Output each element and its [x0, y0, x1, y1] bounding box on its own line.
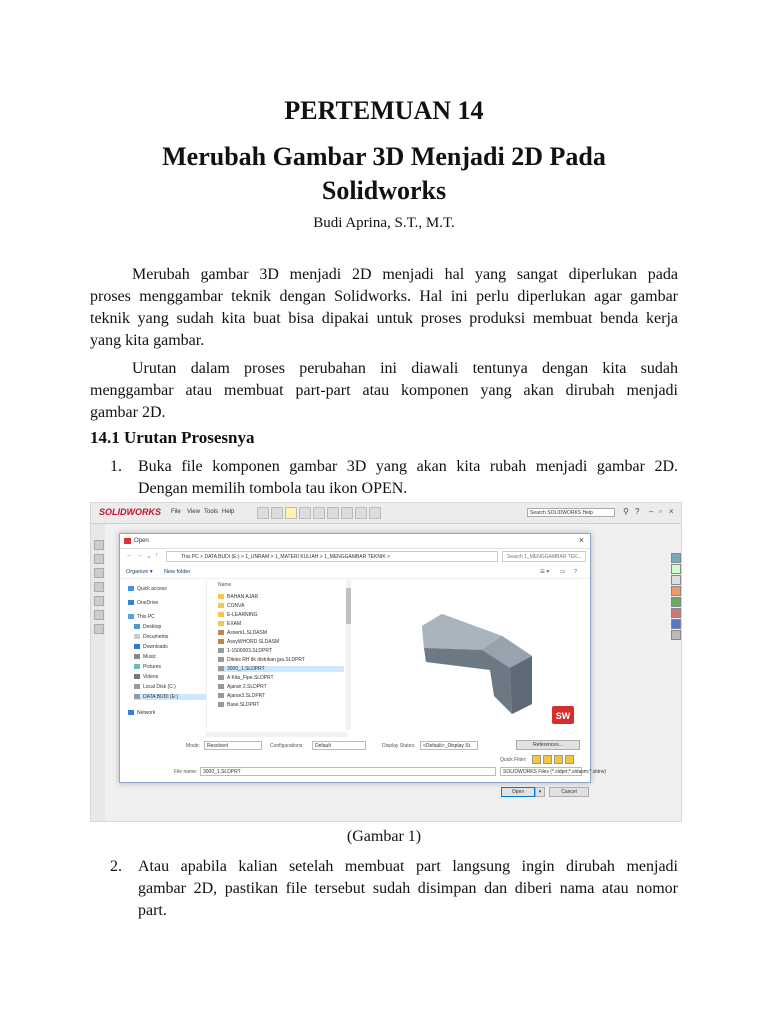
paragraph-2-line: Urutan dalam proses perubahan ini diawali tentunya dengan kita sudah — [132, 360, 678, 377]
navigation-pane — [120, 580, 207, 730]
folder-icon — [218, 603, 224, 608]
display-states-label: Display States: — [382, 743, 416, 749]
list-item[interactable]: BAHAN AJAR — [218, 594, 344, 600]
filter-parts-icon[interactable] — [532, 755, 541, 764]
paragraph-1-line: proses menggambar teknik dengan Solidworks. Hal ini perlu diperlukan agar gambar — [90, 288, 678, 305]
cloud-icon — [128, 600, 134, 605]
panel-icon[interactable] — [94, 568, 104, 578]
list-item[interactable]: AssyWHORD SLDASM — [218, 639, 344, 645]
view-options-icon[interactable]: ☰ ▾ — [540, 569, 550, 575]
nav-local-disk[interactable]: Local Disk (C:) — [134, 684, 176, 690]
list-item[interactable]: Assem1.SLDASM — [218, 630, 344, 636]
minimize-icon[interactable]: – — [649, 507, 654, 516]
page-subtitle — [0, 140, 768, 208]
help-search-input[interactable]: Search SOLIDWORKS Help — [527, 508, 615, 517]
panel-icon[interactable] — [94, 540, 104, 550]
folder-icon — [218, 612, 224, 617]
quick-filter-label: Quick Filter: — [500, 757, 527, 763]
list-item[interactable]: Base.SLDPRT — [218, 702, 344, 708]
3d-part-image — [382, 586, 582, 736]
list-item[interactable]: CONVA — [218, 603, 344, 609]
open-dropdown-icon[interactable]: ▾ — [535, 787, 545, 797]
videos-icon — [134, 674, 140, 679]
panel-icon[interactable] — [94, 554, 104, 564]
forward-icon[interactable]: → — [136, 552, 143, 559]
nav-this-pc[interactable]: This PC — [128, 614, 155, 620]
list-item-line: part. — [138, 902, 167, 919]
column-header-name[interactable]: Name — [218, 582, 232, 588]
solidworks-toolbar — [91, 503, 681, 524]
nav-documents[interactable]: Documents — [134, 634, 168, 640]
undo-icon[interactable] — [327, 507, 339, 519]
list-item[interactable]: Diteks RH tlk distrikan jpa.SLDPRT — [218, 657, 344, 663]
list-item[interactable]: A Kita_Fipe.SLDPRT — [218, 675, 344, 681]
list-item-line: Buka file komponen gambar 3D yang akan kita rubah menjadi gambar 2D. — [138, 458, 678, 475]
task-pane-palette-icon[interactable] — [671, 597, 681, 607]
solidworks-left-bar — [91, 524, 105, 821]
references-button[interactable]: References... — [516, 740, 580, 750]
subtitle-line-2: Solidworks — [321, 176, 447, 205]
folder-icon — [218, 621, 224, 626]
nav-data-drive[interactable]: DATA BUDI (E:) — [134, 694, 206, 700]
list-number: 2. — [110, 858, 122, 875]
nav-pictures[interactable]: Pictures — [134, 664, 161, 670]
nav-videos[interactable]: Videos — [134, 674, 158, 680]
filter-assemblies-icon[interactable] — [543, 755, 552, 764]
task-pane-home-icon[interactable] — [671, 553, 681, 563]
scrollbar-thumb[interactable] — [346, 588, 351, 624]
paragraph-1-line: teknik yang sudah kita buat bisa dipakai untuk proses produksi membuat benda kerja — [90, 310, 678, 327]
file-list — [212, 580, 342, 730]
dialog-help-icon[interactable]: ? — [574, 569, 578, 575]
menu-view[interactable]: View — [187, 509, 200, 515]
subtitle-line-1: Merubah Gambar 3D Menjadi 2D Pada — [162, 142, 606, 171]
paragraph-2-line: menggambar atau membuat part-part atau komponen yang akan dirubah menjadi — [90, 382, 678, 399]
list-item[interactable]: Ajaran3.SLDPRT — [218, 693, 344, 699]
paragraph-1-line: yang kita gambar. — [90, 332, 205, 349]
file-list-scrollbar[interactable] — [346, 580, 351, 730]
quick-filter-buttons — [532, 755, 582, 764]
task-pane-forum-icon[interactable] — [671, 630, 681, 640]
assembly-file-icon — [218, 630, 224, 635]
dialog-title: Open — [134, 538, 149, 544]
pictures-icon — [134, 664, 140, 669]
page-title: PERTEMUAN 14 — [284, 96, 484, 125]
address-bar[interactable]: This PC > DATA BUDI (E:) > 1_UNRAM > 1_MATERI KULIAH > 1_MENGGAMBAR TEKNIK > — [166, 551, 498, 562]
folder-icon — [218, 594, 224, 599]
home-icon[interactable] — [257, 507, 269, 519]
file-type-select[interactable]: SOLIDWORKS Files (*.sldprt;*.sldasm;*.sldrw) — [500, 767, 582, 776]
list-number: 1. — [110, 458, 122, 475]
list-item-line: Atau apabila kalian setelah membuat part langsung ingin dirubah menjadi — [138, 858, 678, 875]
close-icon[interactable]: × — [669, 507, 674, 516]
paragraph-1-line: Merubah gambar 3D menjadi 2D menjadi hal yang sangat diperlukan pada — [132, 266, 678, 283]
star-icon — [128, 586, 134, 591]
list-item[interactable]: E-LEARNING — [218, 612, 344, 618]
task-pane — [669, 553, 681, 653]
menu-file[interactable]: File — [171, 509, 181, 515]
new-folder-button[interactable]: New folder — [164, 569, 191, 575]
open-button[interactable]: Open — [501, 787, 535, 797]
task-pane-explorer-icon[interactable] — [671, 586, 681, 596]
list-item-line: Dengan memilih tombola tau ikon OPEN. — [138, 480, 408, 497]
music-icon — [134, 654, 140, 659]
menu-tools[interactable]: Tools — [204, 509, 219, 515]
print-icon[interactable] — [313, 507, 325, 519]
dialog-title-bar — [120, 534, 590, 549]
documents-icon — [134, 634, 140, 639]
paragraph-1 — [90, 264, 678, 352]
section-heading: 14.1 Urutan Prosesnya — [90, 428, 255, 447]
panel-icon[interactable] — [94, 610, 104, 620]
mode-select[interactable]: Resolved — [204, 741, 262, 750]
computer-icon — [128, 614, 134, 619]
author: Budi Aprina, S.T., M.T. — [313, 215, 455, 231]
user-icon[interactable]: ⚲ — [623, 507, 629, 516]
configurations-select[interactable]: Default — [312, 741, 366, 750]
assembly-file-icon — [218, 639, 224, 644]
select-icon[interactable] — [341, 507, 353, 519]
recent-chevron-icon[interactable]: ⌄ — [146, 553, 152, 560]
paragraph-2 — [90, 358, 678, 424]
menu-help[interactable]: Help — [222, 509, 235, 515]
file-list-hscrollbar[interactable] — [206, 732, 348, 737]
download-icon — [134, 644, 140, 649]
preview-pane-icon[interactable]: ▭ — [560, 569, 566, 575]
nav-network[interactable]: Network — [128, 710, 155, 716]
nav-music[interactable]: Music — [134, 654, 156, 660]
save-icon[interactable] — [299, 507, 311, 519]
back-icon[interactable]: ← — [126, 552, 133, 559]
command-bar — [120, 566, 590, 579]
drive-icon — [134, 694, 140, 699]
dialog-close-icon[interactable]: × — [578, 535, 584, 545]
organize-button[interactable]: Organize ▾ — [126, 569, 153, 575]
task-pane-appearance-icon[interactable] — [671, 608, 681, 618]
address-row — [122, 551, 588, 563]
filter-top-level-icon[interactable] — [565, 755, 574, 764]
help-icon[interactable]: ? — [635, 507, 640, 516]
svg-text:SW: SW — [555, 711, 571, 721]
panel-icon[interactable] — [94, 596, 104, 606]
drive-icon — [134, 684, 140, 689]
file-name-input[interactable]: 3000_1.SLDPRT — [200, 767, 496, 776]
nav-desktop[interactable]: Desktop — [134, 624, 161, 630]
task-pane-resources-icon[interactable] — [671, 564, 681, 574]
panel-icon[interactable] — [94, 624, 104, 634]
nav-downloads[interactable]: Downloads — [134, 644, 168, 650]
part-file-icon — [218, 693, 224, 698]
figure-caption: (Gambar 1) — [346, 828, 422, 845]
list-item[interactable]: EXAM — [218, 621, 344, 627]
display-states-select[interactable]: <Default>_Display St — [420, 741, 478, 750]
part-preview — [382, 586, 582, 736]
part-file-icon — [218, 666, 224, 671]
options-icon[interactable] — [369, 507, 381, 519]
part-file-icon — [218, 684, 224, 689]
solidworks-logo: SOLIDWORKS — [99, 507, 161, 517]
task-pane-custom-icon[interactable] — [671, 619, 681, 629]
list-item-selected[interactable]: 3000_1.SLDPRT — [218, 666, 344, 672]
nav-quick-access[interactable]: Quick access — [128, 586, 167, 592]
paragraph-2-line: gambar 2D. — [90, 404, 166, 421]
rebuild-icon[interactable] — [355, 507, 367, 519]
mode-label: Mode: — [186, 743, 200, 749]
new-icon[interactable] — [271, 507, 283, 519]
up-icon[interactable]: ↑ — [155, 552, 159, 559]
list-item-line: gambar 2D, pastikan file tersebut sudah disimpan dan diberi nama atau nomor — [138, 880, 678, 897]
solidworks-small-icon — [124, 538, 131, 544]
open-icon[interactable] — [285, 507, 297, 519]
file-name-label: File name: — [174, 769, 198, 775]
part-file-icon — [218, 648, 224, 653]
panel-icon[interactable] — [94, 582, 104, 592]
restore-icon[interactable]: ▫ — [659, 507, 662, 516]
configurations-label: Configurations: — [270, 743, 304, 749]
list-item[interactable]: Ajaran 2.SLDPRT — [218, 684, 344, 690]
filter-drawings-icon[interactable] — [554, 755, 563, 764]
cancel-button[interactable]: Cancel — [549, 787, 589, 797]
open-dialog — [119, 533, 607, 783]
part-file-icon — [218, 702, 224, 707]
solidworks-screenshot — [90, 502, 682, 822]
part-file-icon — [218, 675, 224, 680]
list-item[interactable]: 1-1500003.SLDPRT — [218, 648, 344, 654]
folder-search-input[interactable]: Search 1_MENGGAMBAR TEK... — [502, 551, 586, 562]
part-file-icon — [218, 657, 224, 662]
sw-badge — [552, 706, 574, 724]
task-pane-library-icon[interactable] — [671, 575, 681, 585]
desktop-icon — [134, 624, 140, 629]
network-icon — [128, 710, 134, 715]
nav-onedrive[interactable]: OneDrive — [128, 600, 158, 606]
